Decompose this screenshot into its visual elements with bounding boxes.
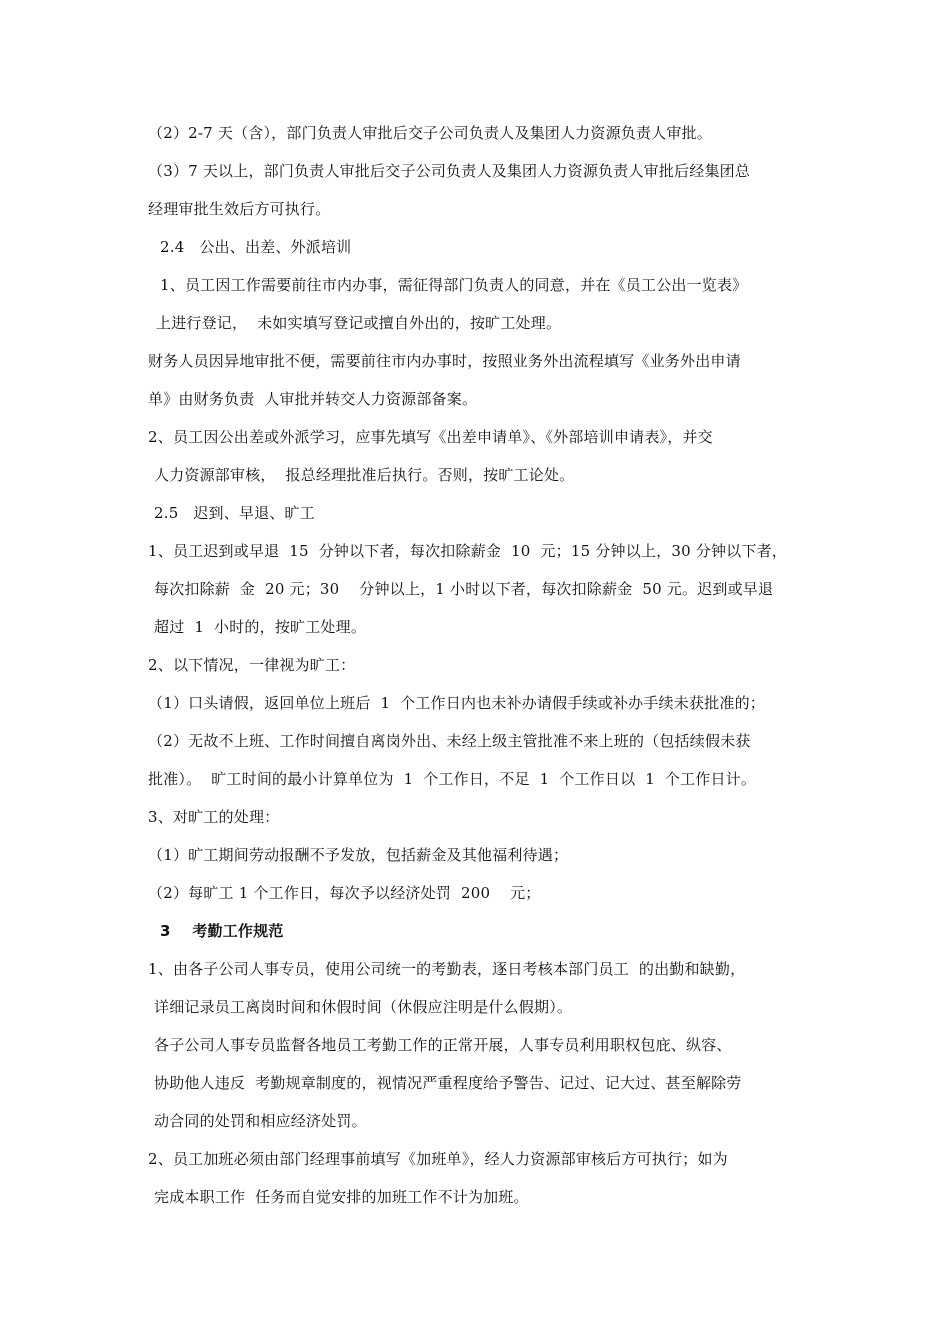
text-line: （1）旷工期间劳动报酬不予发放，包括薪金及其他福利待遇； (148, 846, 569, 864)
text-line: 2、以下情况，一律视为旷工： (148, 656, 356, 674)
text-line: 详细记录员工离岗时间和休假时间（休假应注明是什么假期）。 (154, 998, 573, 1016)
text-line: 经理审批生效后方可执行。 (148, 200, 331, 218)
text-line: 2、员工加班必须由部门经理事前填写《加班单》，经人力资源部审核后方可执行；如为 (148, 1150, 728, 1168)
section-heading: 2.5 迟到、早退、旷工 (154, 504, 315, 522)
section-heading: 2.4 公出、出差、外派培训 (160, 238, 352, 256)
text-line: 各子公司人事专员监督各地员工考勤工作的正常开展，人事专员利用职权包庇、纵容、 (154, 1036, 732, 1054)
text-line: 财务人员因异地审批不便，需要前往市内办事时，按照业务外出流程填写《业务外出申请 (148, 352, 741, 370)
text-line: （2）无故不上班、工作时间擅自离岗外出、未经上级主管批准不来上班的（包括续假未获 (148, 732, 751, 750)
text-line: 1、员工因工作需要前往市内办事，需征得部门负责人的同意，并在《员工公出一览表》 (160, 276, 748, 294)
text-line: 协助他人违反 考勤规章制度的，视情况严重程度给予警告、记过、记大过、甚至解除劳 (154, 1074, 742, 1092)
section-heading: 3 考勤工作规范 (160, 922, 284, 940)
text-line: （2）每旷工 1 个工作日，每次予以经济处罚 200 元； (148, 884, 541, 902)
text-line: 1、员工迟到或早退 15 分钟以下者，每次扣除薪金 10 元；15 分钟以上，30 分钟以下者， (148, 542, 787, 560)
text-line: 完成本职工作 任务而自觉安排的加班工作不计为加班。 (154, 1188, 529, 1206)
text-line: 批准）。 旷工时间的最小计算单位为 1 个工作日，不足 1 个工作日以 1 个工作日计。 (148, 770, 757, 788)
text-line: （2）2-7 天（含），部门负责人审批后交子公司负责人及集团人力资源负责人审批。 (148, 124, 712, 142)
text-line: 人力资源部审核， 报总经理批准后执行。否则，按旷工论处。 (154, 466, 575, 484)
text-line: 超过 1 小时的，按旷工处理。 (154, 618, 367, 636)
text-line: 单》由财务负责 人审批并转交人力资源部备案。 (148, 390, 478, 408)
text-line: 每次扣除薪 金 20 元；30 分钟以上，1 小时以下者，每次扣除薪金 50 元。迟到或早退 (154, 580, 774, 598)
text-line: （3）7 天以上，部门负责人审批后交子公司负责人及集团人力资源负责人审批后经集团总 (148, 162, 751, 180)
text-line: 3、对旷工的处理： (148, 808, 280, 826)
text-line: （1）口头请假，返回单位上班后 1 个工作日内也未补办请假手续或补办手续未获批准的； (148, 694, 765, 712)
text-line: 1、由各子公司人事专员，使用公司统一的考勤表，逐日考核本部门员工 的出勤和缺勤， (148, 960, 746, 978)
text-line: 2、员工因公出差或外派学习，应事先填写《出差申请单》、《外部培训申请表》，并交 (148, 428, 713, 446)
text-line: 上进行登记， 未如实填写登记或擅自外出的，按旷工处理。 (156, 314, 562, 332)
text-line: 动合同的处罚和相应经济处罚。 (154, 1112, 367, 1130)
